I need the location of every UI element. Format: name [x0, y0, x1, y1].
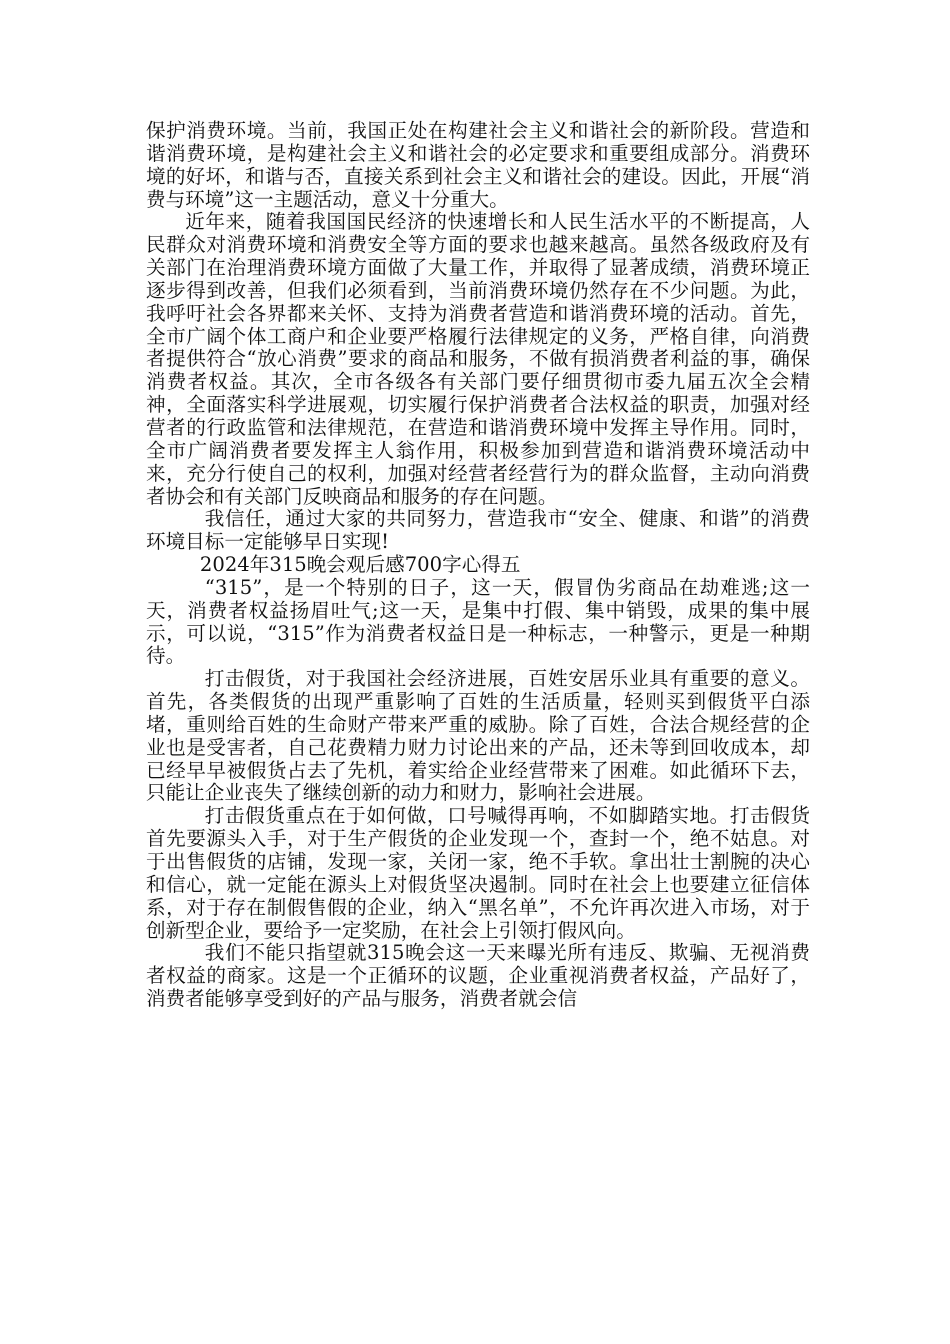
document-body [146, 120, 810, 1011]
paragraph-how-to-act: 打击假货重点在于如何做，口号喊得再响，不如脚踏实地。打击假货首先要源头入手，对于生产假货的企业发现一个，查封一个，绝不姑息。对于出售假货的店铺，发现一家，关闭一家，绝不手软。拿出壮士割腕的决心和信心，就一定能在源头上对假货坚决遏制。同时在社会上也要建立征信体系，对于存在制假售假的企业，纳入“黑名单”，不允许再次进入市场，对于创新型企业，要给予一定奖励，在社会上引领打假风向。 [146, 804, 810, 942]
paragraph-conclusion: 我信任，通过大家的共同努力，营造我市“安全、健康、和谐”的消费环境目标一定能够早日实现! [146, 507, 810, 554]
paragraph-315-day: “315”，是一个特别的日子，这一天，假冒伪劣商品在劫难逃;这一天，消费者权益扬眉吐气;这一天，是集中打假、集中销毁，成果的集中展示，可以说，“315”作为消费者权益日是一种标志，一种警示，更是一种期待。 [146, 575, 810, 668]
paragraph-fight-fakes: 打击假货，对于我国社会经济进展，百姓安居乐业具有重要的意义。首先，各类假货的出现严重影响了百姓的生活质量，轻则买到假货平白添堵，重则给百姓的生命财产带来严重的威胁。除了百姓，合法合规经营的企业也是受害者，自己花费精力财力讨论出来的产品，还未等到回收成本，却已经早早被假货占去了先机，着实给企业经营带来了困难。如此循环下去，只能让企业丧失了继续创新的动力和财力，影响社会进展。 [146, 667, 810, 805]
paragraph-positive-cycle: 我们不能只指望就315晚会这一天来曝光所有违反、欺骗、无视消费者权益的商家。这是一个正循环的议题，企业重视消费者权益，产品好了，消费者能够享受到好的产品与服务，消费者就会信 [146, 941, 810, 1011]
paragraph-intro: 保护消费环境。当前，我国正处在构建社会主义和谐社会的新阶段。营造和谐消费环境，是构建社会主义和谐社会的必定要求和重要组成部分。消费环境的好坏，和谐与否，直接关系到社会主义和谐社会的建设。因此，开展“消费与环境”这一主题活动，意义十分重大。 [146, 119, 810, 211]
section-heading: 2024年315晚会观后感700字心得五 [199, 553, 521, 577]
paragraph-consumer-environment: 近年来，随着我国国民经济的快速增长和人民生活水平的不断提高，人民群众对消费环境和消费安全等方面的要求也越来越高。虽然各级政府及有关部门在治理消费环境方面做了大量工作，并取得了显著成绩，消费环境正逐步得到改善，但我们必须看到，当前消费环境仍然存在不少问题。为此，我呼吁社会各界都来关怀、支持为消费者营造和谐消费环境的活动。首先，全市广阔个体工商户和企业要严格履行法律规定的义务，严格自律，向消费者提供符合“放心消费”要求的商品和服务，不做有损消费者利益的事，确保消费者权益。其次，全市各级各有关部门要仔细贯彻市委九届五次全会精神，全面落实科学进展观，切实履行保护消费者合法权益的职责，加强对经营者的行政监管和法律规范，在营造和谐消费环境中发挥主导作用。同时，全市广阔消费者要发挥主人翁作用，积极参加到营造和谐消费环境活动中来，充分行使自己的权利，加强对经营者经营行为的群众监督，主动向消费者协会和有关部门反映商品和服务的存在问题。 [146, 210, 810, 508]
